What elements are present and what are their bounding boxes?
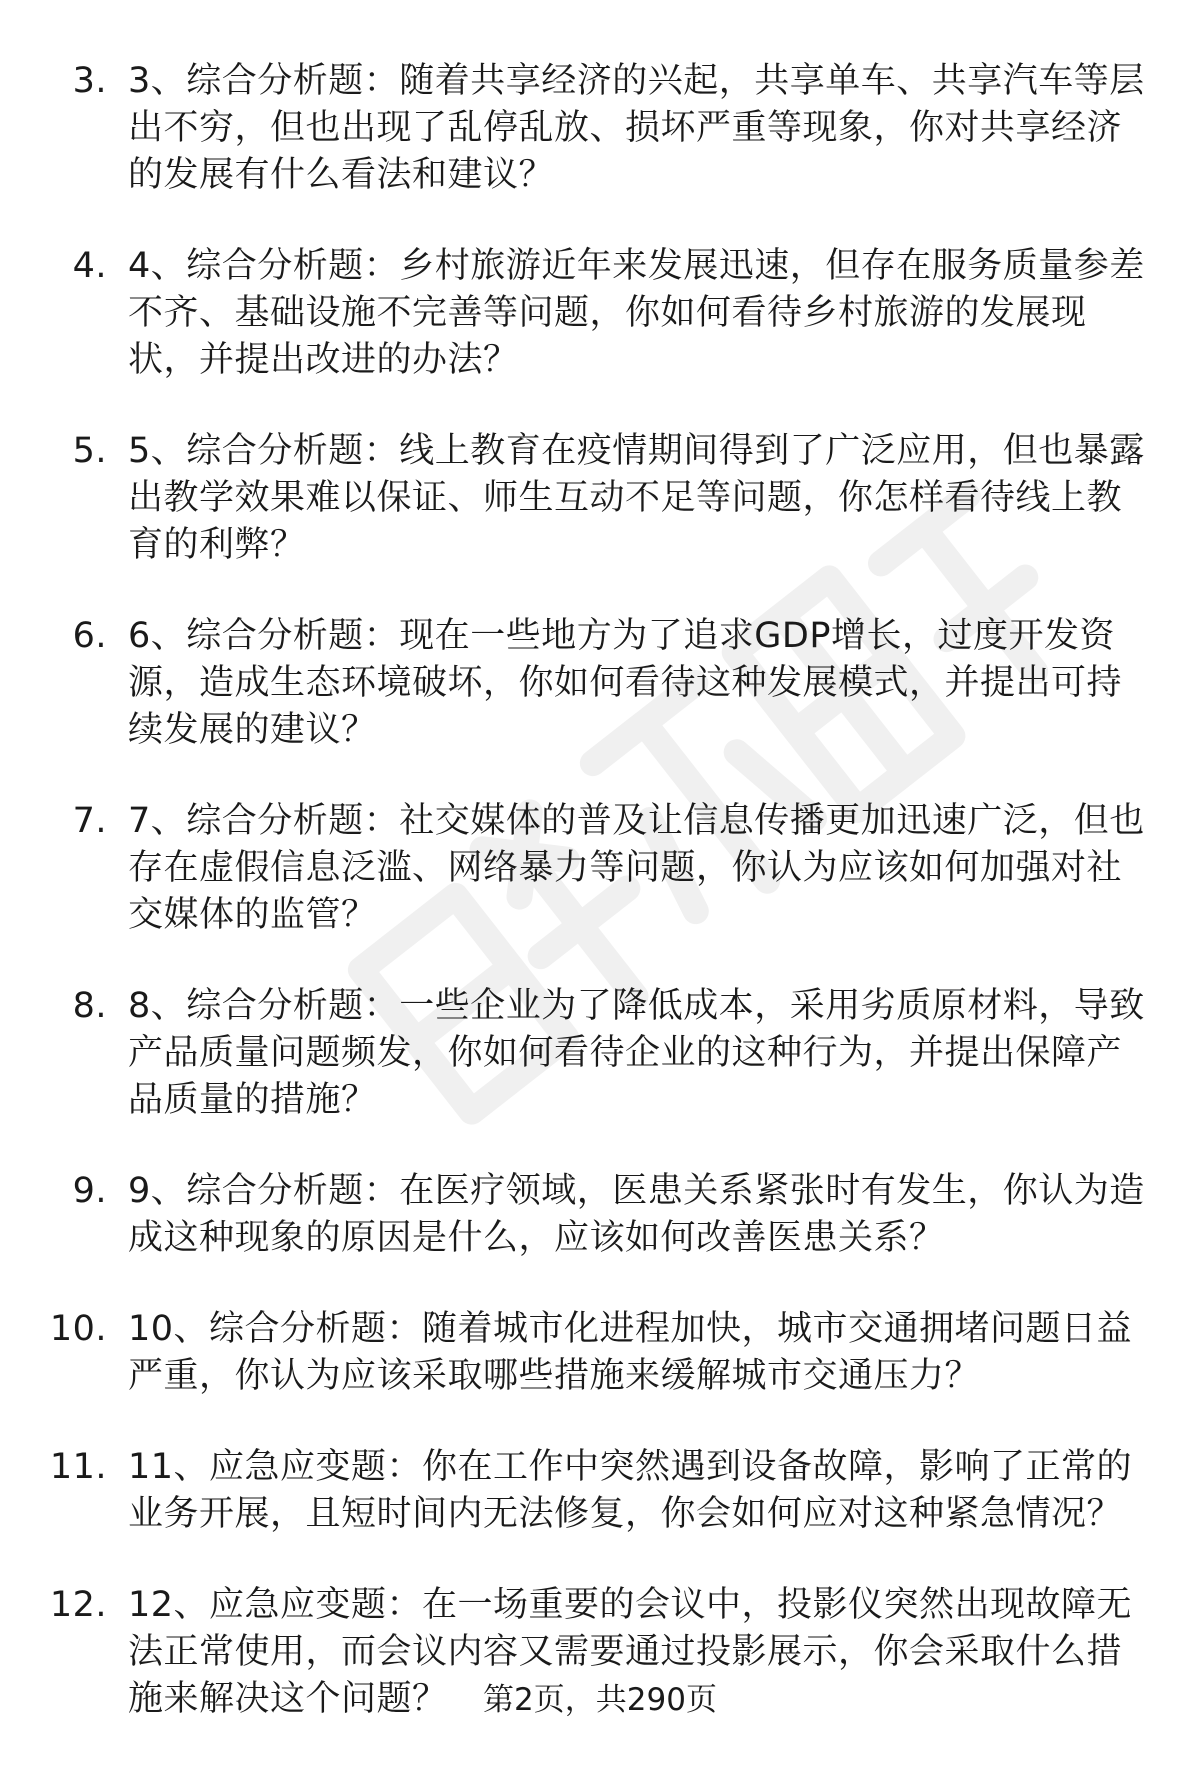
item-number: 5.: [72, 431, 107, 471]
item-number: 4.: [72, 246, 107, 286]
item-number: 9.: [72, 1171, 107, 1211]
item-number: 6.: [72, 616, 107, 656]
question-item-4: [0, 243, 1200, 384]
question-text: 11、应急应变题：你在工作中突然遇到设备故障，影响了正常的业务开展，且短时间内无法修复，你会如何应对这种紧急情况？: [128, 1447, 1133, 1534]
question-text: 8、综合分析题：一些企业为了降低成本，采用劣质原材料，导致产品质量问题频发，你如何看待企业的这种行为，并提出保障产品质量的措施？: [128, 986, 1145, 1120]
question-text: 9、综合分析题：在医疗领域，医患关系紧张时有发生，你认为造成这种现象的原因是什么，应该如何改善医患关系？: [128, 1171, 1145, 1258]
question-text: 5、综合分析题：线上教育在疫情期间得到了广泛应用，但也暴露出教学效果难以保证、师生互动不足等问题，你怎样看待线上教育的利弊？: [128, 431, 1145, 565]
item-number: 3.: [72, 61, 107, 101]
question-item-8: [0, 983, 1200, 1124]
question-text: 10、综合分析题：随着城市化进程加快，城市交通拥堵问题日益严重，你认为应该采取哪些措施来缓解城市交通压力？: [128, 1309, 1133, 1396]
question-item-5: [0, 428, 1200, 569]
item-number: 8.: [72, 986, 107, 1026]
question-item-10: [0, 1306, 1200, 1400]
question-list: [0, 58, 1200, 1767]
item-number: 12.: [49, 1585, 107, 1625]
question-text: 4、综合分析题：乡村旅游近年来发展迅速，但存在服务质量参差不齐、基础设施不完善等问题，你如何看待乡村旅游的发展现状，并提出改进的办法？: [128, 246, 1145, 380]
question-text: 6、综合分析题：现在一些地方为了追求GDP增长，过度开发资源，造成生态环境破坏，你如何看待这种发展模式，并提出可持续发展的建议？: [128, 616, 1123, 750]
page-footer: 第2页，共290页: [483, 1682, 717, 1718]
item-number: 7.: [72, 801, 107, 841]
question-item-7: [0, 798, 1200, 939]
question-item-3: [0, 58, 1200, 199]
question-item-6: [0, 613, 1200, 754]
question-item-11: [0, 1444, 1200, 1538]
question-text: 12、应急应变题：在一场重要的会议中，投影仪突然出现故障无法正常使用，而会议内容又需要通过投影展示，你会采取什么措施来解决这个问题？: [128, 1585, 1133, 1719]
question-text: 7、综合分析题：社交媒体的普及让信息传播更加迅速广泛，但也存在虚假信息泛滥、网络暴力等问题，你认为应该如何加强对社交媒体的监管？: [128, 801, 1145, 935]
item-number: 10.: [49, 1309, 107, 1349]
question-item-9: [0, 1168, 1200, 1262]
question-text: 3、综合分析题：随着共享经济的兴起，共享单车、共享汽车等层出不穷，但也出现了乱停乱放、损坏严重等现象，你对共享经济的发展有什么看法和建议？: [128, 61, 1145, 195]
item-number: 11.: [49, 1447, 107, 1487]
